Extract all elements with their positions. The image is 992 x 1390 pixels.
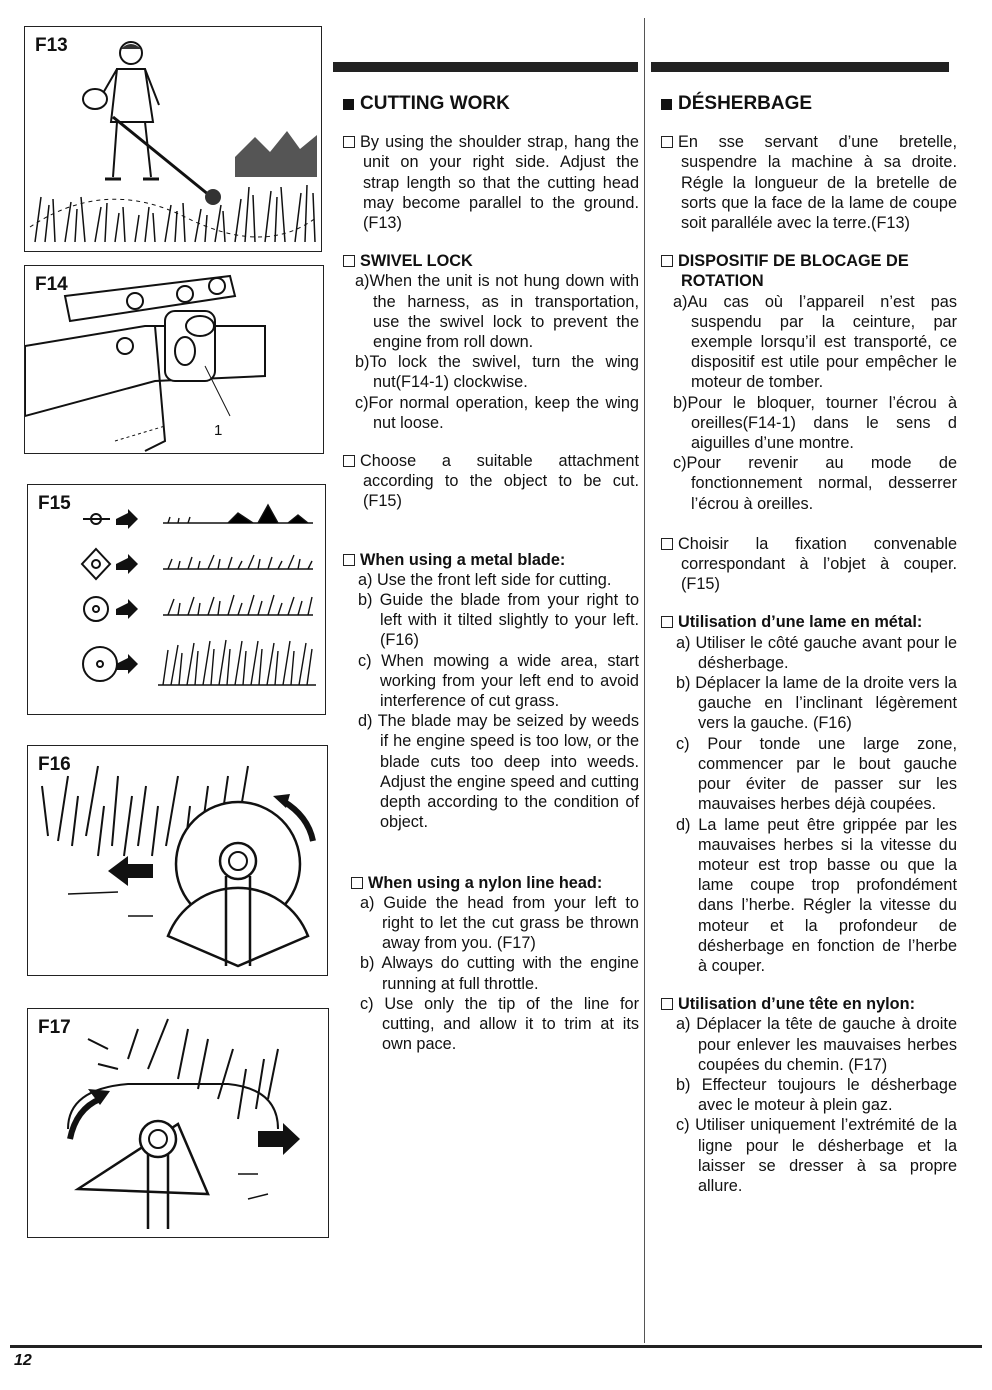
list-item: d) The blade may be seized by weeds if he engine speed is too low, or the blade cuts too deep into weeds. Adjust the engine speed and cutting depth according to the condition of object. [358,712,639,832]
header-bar-english [333,62,638,72]
swivel-lock-title: SWIVEL LOCK [343,251,639,271]
figure-f13 [24,26,322,252]
list-item: c) Utiliser uniquement l’extrémité de la ligne pour le désherbage et la laisser se dresser à sa propre allure. [676,1116,957,1195]
checkbox-icon [343,554,355,566]
figure-label: F14 [35,274,68,295]
nylon-head-title: When using a nylon line head: [343,873,639,893]
f13-illustration [25,27,322,252]
list-item: b)To lock the swivel, turn the wing nut(F14-1) clockwise. [355,353,639,392]
swivel-lock-list [343,271,639,433]
list-item: b) Déplacer la lame de la droite vers la gauche en l’inclinant légèrement vers la gauche. (F16) [676,674,957,733]
list-item: d) La lame peut être grippée par les mauvaises herbes si la vitesse du moteur est trop basse ou que la lame coupe trop profondément dans l’herbe. Régler la vitesse du moteur et la profondeur de désherbage en fonction de l’herbe à couper. [676,815,957,975]
f17-illustration [28,1009,329,1238]
intro-paragraph: En sse servant d’une bretelle, suspendre la machine à sa droite. Régle la longueur de la bretelle de sorts que la face de la lame de coupe soit paralléle avec la terre.(F13) [661,132,957,233]
figure-label: F17 [38,1017,71,1038]
intro-paragraph: By using the shoulder strap, hang the unit on your right side. Adjust the strap length so that the cutting head may become parallel to the ground. (F13) [343,132,639,233]
list-item: b) Always do cutting with the engine running at full throttle. [360,954,639,993]
checkbox-icon [343,455,355,467]
checkbox-icon [343,136,355,148]
choose-attachment-paragraph: Choose a suitable attachment according to the object to be cut. (F15) [343,451,639,512]
list-item: b)Pour le bloquer, tourner l’écrou à oreilles(F14-1) dans le sens d aiguilles d’une montre. [673,393,957,453]
bullet-square-icon [343,99,354,110]
checkbox-icon [661,998,673,1010]
callout-number: 1 [214,422,223,439]
list-item: c) Pour tonde une large zone, commencer par le bout gauche pour éviter de passer sur les mauvaises herbes déjà coupées. [676,734,957,814]
checkbox-icon [661,255,673,267]
choose-attachment-paragraph: Choisir la fixation convenable correspondant à l’objet à couper. (F15) [661,534,957,595]
figure-f15 [27,484,326,715]
metal-blade-title: Utilisation d’une lame en métal: [661,612,957,632]
list-item: a) Utiliser le côté gauche avant pour le désherbage. [676,633,957,672]
section-heading: CUTTING WORK [343,94,639,114]
figure-label: F13 [35,35,68,56]
list-item: c)Pour revenir au mode de fonctionnement normal, desserrer l’écrou à oreilles. [673,454,957,513]
metal-blade-title: When using a metal blade: [343,550,639,570]
f16-illustration [28,746,328,976]
column-divider [644,18,645,1343]
bullet-square-icon [661,99,672,110]
f14-illustration [25,266,324,454]
section-heading: DÉSHERBAGE [661,94,957,114]
list-item: c) Use only the tip of the line for cutting, and allow it to trim at its own pace. [360,994,639,1054]
english-column [343,94,639,1054]
list-item: a) Déplacer la tête de gauche à droite pour enlever les mauvaises herbes coupées du chemin. (F17) [676,1015,957,1074]
figure-f16 [27,745,328,976]
list-item: b) Guide the blade from your right to left with it tilted slightly to your left. (F16) [358,591,639,650]
figure-f17 [27,1008,329,1238]
list-item: b) Effecteur toujours le désherbage avec le moteur à plein gaz. [676,1075,957,1115]
page-number: 12 [14,1352,32,1369]
list-item: a)When the unit is not hung down with the harness, as in transportation, use the swivel lock to prevent the engine from roll down. [355,272,639,352]
figure-label: F16 [38,754,71,775]
header-bar-french [651,62,949,72]
list-item: a) Guide the head from your left to right to let the cut grass be thrown away from you. (F17) [360,893,639,953]
list-item: c)For normal operation, keep the wing nut loose. [355,393,639,432]
metal-blade-list [661,633,957,976]
french-column [661,94,957,1196]
list-item: a)Au cas où l’appareil n’est pas suspendu par la ceinture, par exemple lorsqu’il est transporté, ce dispositif est utile pour empêcher le moteur de tomber. [673,292,957,392]
rotation-lock-list [661,292,957,514]
list-item: c) When mowing a wide area, start working from your left end to avoid interference of cut grass. [358,651,639,711]
figure-label: F15 [38,493,71,514]
checkbox-icon [661,136,673,148]
nylon-head-title: Utilisation d’une tête en nylon: [661,994,957,1014]
footer-rule [10,1345,982,1348]
f15-illustration [28,485,326,715]
figure-f14 [24,265,324,454]
checkbox-icon [351,877,363,889]
metal-blade-list [343,570,639,833]
nylon-head-list [343,893,639,1055]
list-item: a) Use the front left side for cutting. [358,570,612,589]
rotation-lock-title: DISPOSITIF DE BLOCAGE DE ROTATION [661,251,957,291]
checkbox-icon [343,255,355,267]
checkbox-icon [661,538,673,550]
checkbox-icon [661,616,673,628]
nylon-head-list [661,1014,957,1196]
